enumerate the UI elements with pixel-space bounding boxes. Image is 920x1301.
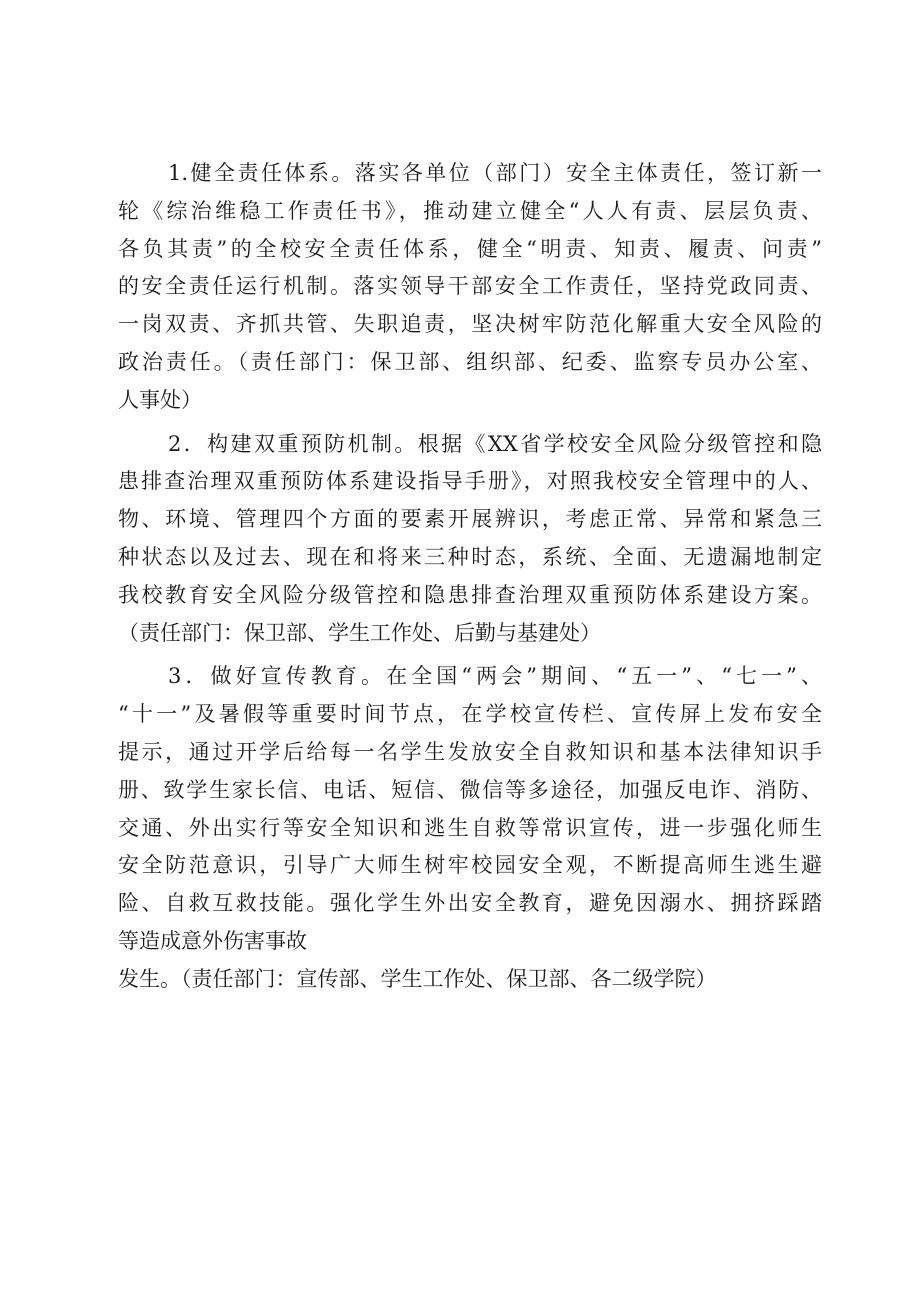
paragraph-line: 册、致学生家长信、电话、短信、微信等多途径，加强反电诈、消防、 bbox=[118, 777, 822, 802]
paragraph-line: 交通、外出实行等安全知识和逃生自救等常识宣传，进一步强化师生 bbox=[118, 815, 822, 840]
paragraph-line: 安全防范意识，引导广大师生树牢校园安全观，不断提高师生逃生避 bbox=[118, 853, 822, 878]
paragraph-line: 2．构建双重预防机制。根据《XX省学校安全风险分级管控和隐 bbox=[168, 431, 822, 456]
paragraph-line: 提示，通过开学后给每一名学生发放安全自救知识和基本法律知识手 bbox=[118, 739, 822, 764]
paragraph-line: “十一”及暑假等重要时间节点，在学校宣传栏、宣传屏上发布安全 bbox=[118, 702, 822, 727]
paragraph-line: 等造成意外伤害事故 bbox=[118, 928, 307, 953]
paragraph-line: 种状态以及过去、现在和将来三种时态，系统、全面、无遗漏地制定 bbox=[118, 544, 822, 569]
paragraph-line: 发生。（责任部门：宣传部、学生工作处、保卫部、各二级学院） bbox=[118, 966, 717, 991]
paragraph-line: 患排查治理双重预防体系建设指导手册》，对照我校安全管理中的人、 bbox=[118, 469, 822, 494]
paragraph-line: 物、环境、管理四个方面的要素开展辨识，考虑正常、异常和紧急三 bbox=[118, 507, 822, 532]
paragraph-publicity-education bbox=[118, 658, 822, 998]
paragraph-line: 轮《综治维稳工作责任书》，推动建立健全“人人有责、层层负责、 bbox=[118, 198, 822, 223]
paragraph-line: 1.健全责任体系。落实各单位（部门）安全主体责任，签订新一 bbox=[168, 161, 822, 185]
paragraph-responsibility-system bbox=[118, 155, 822, 420]
paragraph-line: 3．做好宣传教育。在全国“两会”期间、“五一”、“七一”、 bbox=[168, 664, 822, 689]
paragraph-line: 人事处） bbox=[118, 387, 202, 412]
paragraph-dual-prevention bbox=[118, 426, 822, 653]
paragraph-line: 的安全责任运行机制。落实领导干部安全工作责任，坚持党政同责、 bbox=[118, 274, 822, 299]
paragraph-line: 一岗双责、齐抓共管、失职追责，坚决树牢防范化解重大安全风险的 bbox=[118, 312, 822, 337]
paragraph-line: 险、自救互救技能。强化学生外出安全教育，避免因溺水、拥挤踩踏 bbox=[118, 891, 822, 916]
document-body bbox=[118, 155, 822, 999]
paragraph-line: 各负其责”的全校安全责任体系，健全“明责、知责、履责、问责” bbox=[118, 236, 822, 261]
paragraph-line: 政治责任。（责任部门：保卫部、组织部、纪委、监察专员办公室、 bbox=[118, 349, 822, 374]
paragraph-line: （责任部门：保卫部、学生工作处、后勤与基建处） bbox=[118, 620, 601, 645]
paragraph-line: 我校教育安全风险分级管控和隐患排查治理双重预防体系建设方案。 bbox=[118, 582, 822, 607]
